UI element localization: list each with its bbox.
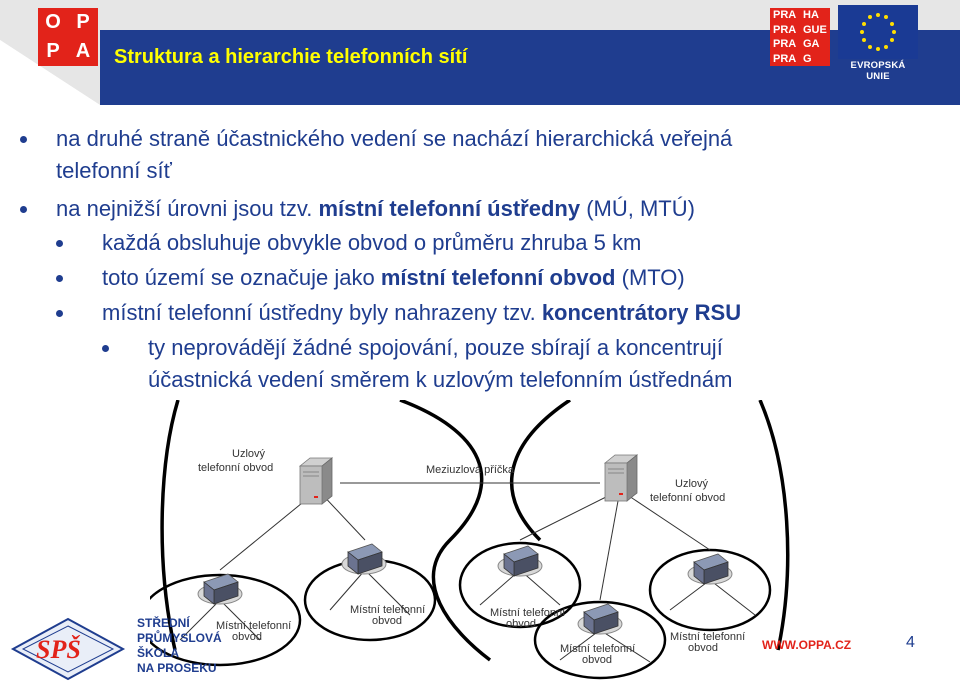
bullet-dot-icon	[102, 345, 109, 352]
bullet-text: toto území se označuje jako	[102, 265, 381, 290]
school-line: NA PROSEKU	[137, 661, 217, 675]
opp-letter: O	[38, 8, 68, 37]
bullet-bold-text: místní telefonní ústředny	[318, 196, 581, 221]
eu-flag-icon	[838, 5, 918, 59]
bullet-dot-icon	[20, 206, 27, 213]
bullet-item	[102, 264, 685, 292]
concentrator-icon	[688, 554, 732, 584]
diagram-label: Uzlový	[675, 478, 709, 490]
praha-text: PRA	[773, 9, 797, 21]
central-switch-left-icon	[300, 458, 332, 504]
bullet-item	[102, 229, 641, 257]
bullet-item	[102, 299, 741, 327]
network-diagram	[150, 400, 800, 690]
praha-logo	[770, 8, 830, 66]
page-title: Struktura a hierarchie telefonních sítí	[114, 46, 468, 68]
page-number: 4	[906, 634, 915, 651]
praha-text: GA	[803, 38, 820, 50]
bullet-dot-icon	[56, 275, 63, 282]
concentrator-icon	[342, 544, 386, 574]
bullet-text: telefonní síť	[56, 158, 172, 183]
opp-letter: P	[38, 37, 68, 66]
eu-stars-icon	[838, 5, 918, 59]
diagram-label: obvod	[506, 618, 536, 630]
eu-caption: EVROPSKÁ UNIE	[850, 60, 906, 82]
bullet-dot-icon	[56, 310, 63, 317]
bullet-text: na nejnižší úrovni jsou tzv.	[56, 196, 319, 221]
bullet-dot-icon	[56, 240, 63, 247]
concentrator-icon	[498, 546, 542, 576]
bullet-item	[148, 366, 732, 394]
bullet-text: účastnická vedení směrem k uzlovým telefonním ústřednám	[148, 367, 733, 392]
bullet-item	[148, 334, 723, 362]
central-switch-right-icon	[605, 455, 637, 501]
diagram-label: telefonní obvod	[198, 462, 274, 474]
opp-logo	[38, 8, 98, 66]
school-line: ŠKOLA	[137, 646, 179, 660]
bullet-item	[56, 195, 695, 223]
diagram-label: obvod	[232, 631, 262, 643]
praha-text: PRA	[773, 23, 797, 36]
link-lines	[180, 483, 755, 662]
bullet-bold-text: místní telefonní obvod	[380, 265, 616, 290]
diagram-label: Místní telefonní	[670, 631, 746, 643]
diagram-label: Místní telefonní	[350, 604, 426, 616]
praha-text: PRA	[773, 38, 797, 50]
bullet-item	[56, 157, 172, 185]
diagram-label: Meziuzlová příčka	[426, 464, 515, 476]
praha-text: PRA	[773, 52, 797, 65]
diagram-label: Místní telefonní	[490, 607, 566, 619]
bullet-item	[56, 125, 732, 153]
bullet-text: na druhé straně účastnického vedení se nachází hierarchická veřejná	[56, 126, 733, 151]
web-link[interactable]: WWW.OPPA.CZ	[762, 638, 852, 652]
concentrator-icon	[578, 604, 622, 634]
diagram-label: Uzlový	[232, 448, 266, 460]
diagram-label: obvod	[582, 654, 612, 666]
school-name	[137, 616, 222, 676]
school-line: PRŮMYSLOVÁ	[137, 631, 222, 645]
diagram-label: obvod	[688, 642, 718, 654]
school-logo-text: SPŠ	[36, 635, 81, 664]
concentrator-icon	[198, 574, 242, 604]
diagram-label: Místní telefonní	[216, 620, 292, 632]
school-logo-icon	[8, 614, 128, 684]
bullet-dot-icon	[20, 136, 27, 143]
opp-letter: P	[68, 8, 98, 37]
diagram-label: telefonní obvod	[650, 492, 726, 504]
bullet-text: (MTO)	[615, 265, 685, 290]
bullet-text: místní telefonní ústředny byly nahrazeny tzv.	[102, 300, 542, 325]
school-line: STŘEDNÍ	[137, 616, 190, 630]
eu-logo	[838, 5, 918, 82]
bullet-text: každá obsluhuje obvykle obvod o průměru zhruba 5 km	[102, 230, 642, 255]
header-band	[0, 0, 960, 105]
diagram-label: obvod	[372, 615, 402, 627]
diagram-label: Místní telefonní	[560, 643, 636, 655]
bullet-text: ty neprovádějí žádné spojování, pouze sbírají a koncentrují	[148, 335, 723, 360]
praha-text: G	[803, 52, 812, 65]
praha-text: HA	[803, 9, 819, 21]
bullet-bold-text: koncentrátory RSU	[541, 300, 742, 325]
bullet-text: (MÚ, MTÚ)	[580, 196, 695, 221]
praha-text: GUE	[803, 23, 827, 36]
opp-letter: A	[68, 37, 98, 66]
